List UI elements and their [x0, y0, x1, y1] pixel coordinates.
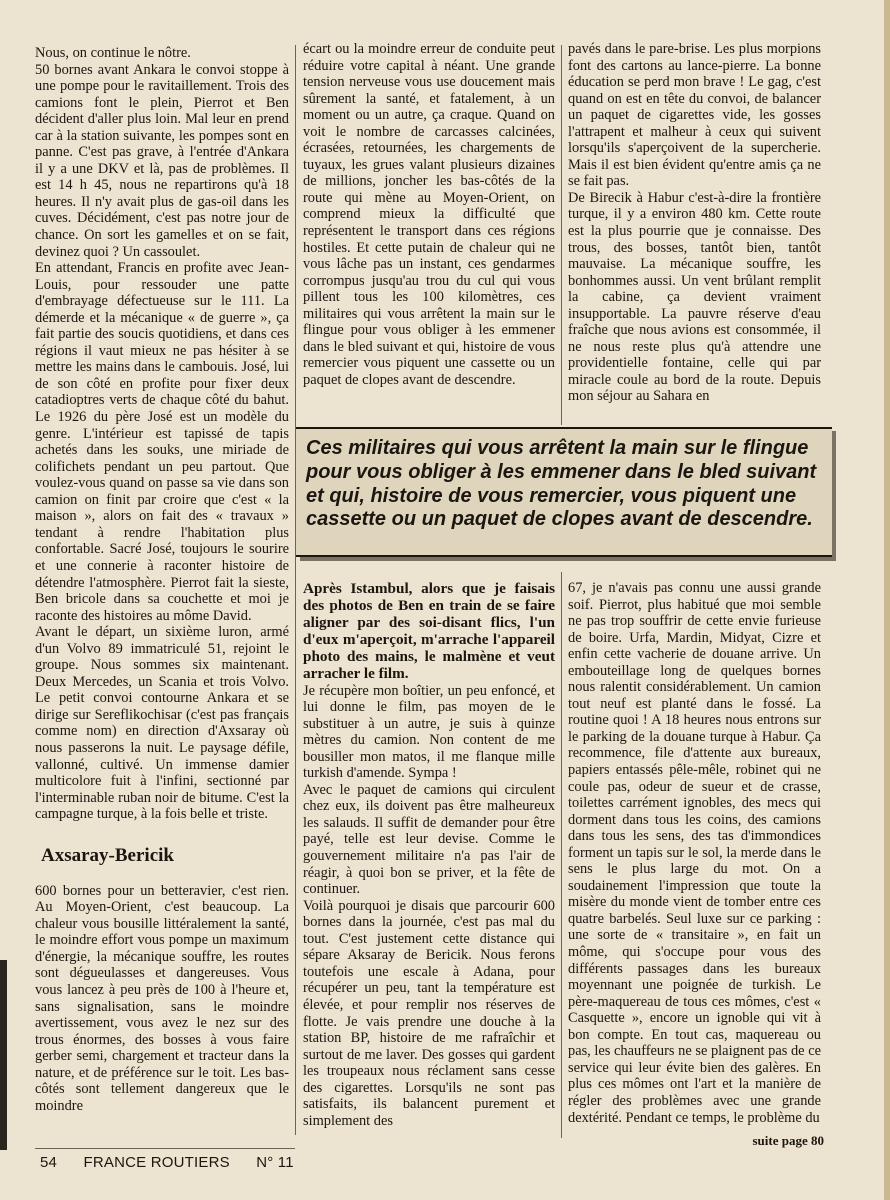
magazine-name: FRANCE ROUTIERS [83, 1154, 230, 1171]
column-divider [561, 45, 562, 425]
paragraph: En attendant, Francis en profite avec Jean-Louis, pour ressouder une patte d'embrayage défectueuse sur le 111. La démerde et la mécanique « de guerre », ça fait partie des soucis quotidiens, et dans ces régions il vaut mieux ne pas hésiter à se mettre les mains dans le cambouis. José, lui de son côté en profite pour fixer deux catadioptres verts de chaque côté du bahut. Le 1926 du père José est un modèle du genre. L'intérieur est tapissé de tapis achetés dans les souks, une miriade de colifichets pendant un peu partout. Que voulez-vous quand on passe sa vie dans son camion on finit par croire que c'est « la maison », alors on fait des « travaux » tendant à rendre l'habitation plus confortable. Sacré José, toujours le sourire et une connerie à raconter histoire de détendre l'atmosphère. Pierrot fait la sieste, Ben bricole dans sa couchette et moi je raconte des histoires au môme David. [35, 260, 289, 624]
column-4 [303, 580, 555, 1129]
paragraph: Nous, on continue le nôtre. [35, 45, 191, 61]
continued-label: suite page 80 [752, 1133, 824, 1148]
column-1 [35, 45, 289, 1114]
column-2 [303, 41, 555, 388]
paragraph: Voilà pourquoi je disais que parcourir 600 bornes dans la journée, c'est pas mal du tout. C'est justement cette distance qui sépare Aksaray de Bericik. Nous ferons toutefois une escale à Adana, pour récupérer un peu, tant la température est élevée, et pour remplir nos réserves de flotte. Je vais prendre une douche à la station BP, histoire de me rafraîchir et surtout de me laver. Des gosses qui gardent les troupeaux nous réclament sans cesse des cigarettes. Lorsqu'ils ne sont pas satisfaits, ils balancent purement et simplement des [303, 897, 555, 1129]
paragraph: 67, je n'avais pas connu une aussi grande soif. Pierrot, plus habitué que moi semble ne pas trop souffrir de cette envie furieuse de boire. Urfa, Mardin, Midyat, Cizre et enfin cette vacherie de douane arrive. Un embouteillage long de quelques bornes nous ralentit considérablement. Un camion tout neuf est planté dans le fossé. La routine quoi ! A 18 heures nous entrons sur le parking de la douane turque à Habur. Ça recommence, file d'attente aux bureaux, papiers entassés pêle-mêle, robinet qui ne coule pas, odeur de sueur et de crasse, toilettes carrément ignobles, des mecs qui dorment dans tous les coins, des camions dans tous les sens, des tas d'immondices forment un tapis sur le sol, la merde dans le sens le plus large du mot. On a soudainement l'impression que toute la misère du monde vient de tomber entre ces quatre barbelés. Seul luxe sur ce parking : une sorte de « transitaire », en fait un môme, qui s'occupe pour vous des différents passages dans les bureaux moyennant une poignée de turkish. Le père-maquereau de tous ces mômes, c'est « Casquette », encore un ignoble qui vit à bon compte. En tout cas, maquereau ou pas, les chauffeurs ne se plaignent pas de ce service qui leur évite bien des galères. En plus ces mômes ont l'art et la manière de régler des problèmes avec une grande dextérité. Pendant ce temps, le problème du [568, 580, 821, 1126]
section-heading: Axsaray-Bericik [41, 844, 174, 866]
intro-paragraph: Après Istambul, alors que je faisais des photos de Ben en train de se faire aligner par des soi-disant flics, l'un d'eux m'aperçoit, m'arrache l'appareil photo des mains, le malmène et veut arracher le film. [303, 580, 555, 683]
paragraph: Je récupère mon boîtier, un peu enfoncé, et lui donne le film, pas moyen de le substituer à un autre, je suis à quinze mètres du camion. Non content de me bousiller mon matos, il me flanque mille turkish d'amende. Sympa ! [303, 682, 555, 782]
column-divider [561, 572, 562, 1138]
paragraph: écart ou la moindre erreur de conduite peut réduire votre capital à néant. Une grande tension nerveuse vous use doucement mais sûrement la santé, et fatalement, à un moment ou un autre, ça craque. Quand on voit le nombre de carcasses calcinées, écrasées, retournées, les chargements de tuyaux, les grues valant plusieurs dizaines de millions, joncher les bas-côtés de la route qui mène au Moyen-Orient, on comprend mieux la difficulté que représentent le transport dans ces régions hostiles. Et cette putain de chaleur qui ne vous lâche pas un instant, ces gendarmes corrompus jusqu'au trou du cul qui vous pillent tous les 100 kilomètres, ces militaires qui vous arrêtent la main sur le flingue pour vous obliger à les emmener dans le bled suivant et qui, histoire de vous remercier vous piquent une cassette ou un paquet de clopes avant de descendre. [303, 41, 555, 388]
pull-quote-text: Ces militaires qui vous arrêtent la main sur le flingue pour vous obliger à les emmener dans le bled suivant et qui, histoire de vous remercier, vous piquent une cassette ou un paquet de clopes avant de descendre. [306, 437, 817, 531]
page-footer [40, 1154, 316, 1171]
issue-number: N° 11 [256, 1154, 294, 1171]
paragraph: De Birecik à Habur c'est-à-dire la frontière turque, il y a environ 480 km. Cette route est la plus pourrie que je connaisse. Des trous, des bosses, tantôt bien, tantôt mauvaise. La mécanique souffre, les bonhommes aussi. Un vent brûlant remplit la cabine, ça devient vraiment insupportable. La pauvre réserve d'eau fraîche que nous avions est consommée, il ne nous reste plus qu'à attendre une providentielle fontaine, celle qui par miracle coule au bord de la route. Depuis mon séjour au Sahara en [568, 189, 821, 405]
column-3 [568, 41, 821, 405]
column-divider [295, 45, 296, 1135]
paragraph: 50 bornes avant Ankara le convoi stoppe à une pompe pour le ravitaillement. Trois des camions font le plein, Pierrot et Ben décident d'aller plus loin. Mal leur en prend car à la station suivante, les pompes sont en panne. C'est pas grave, à l'entrée d'Ankara il y a une DKV et là, pas de problèmes. Il est 14 h 45, nous ne repartirons qu'à 18 heures. Il n'y avait plus de gas-oil dans les cuves. Décidément, c'est pas notre jour de chance. On sort les gamelles et on se fait, devinez quoi ? Un cassoulet. [35, 61, 289, 260]
footer-rule [35, 1148, 295, 1149]
paragraph: 600 bornes pour un betteravier, c'est rien. Au Moyen-Orient, c'est beaucoup. La chaleur vous bousille littéralement la santé, le moindre effort vous pompe un maximum d'énergie, la mécanique souffre, les routes sont dégueulasses et dangereuses. Vous vous lancez à peu près de 100 à l'heure et, sans signalisation, sans le moindre avertissement, vous avez le nez sur des trous énormes, des bosses à vous faire gerber semi, chargement et tracteur dans la nature, et de préférence sur le toit. Les bas-côtés sont tellement dangereux que le moindre [35, 882, 289, 1114]
pull-quote [296, 427, 832, 557]
scan-edge-right [884, 0, 890, 1200]
paragraph: Avec le paquet de camions qui circulent chez eux, ils doivent pas être malheureux les salauds. Il suffit de demander pour être payé, telle est leur devise. Comme le gouvernement militaire n'a pas l'air de réagir, à quoi bon se priver, et la fête de continuer. [303, 781, 555, 898]
paragraph: Avant le départ, un sixième luron, armé d'un Volvo 89 immatriculé 51, rejoint le groupe. Nous sommes six maintenant. Deux Mercedes, un Scania et trois Volvo. Le petit convoi contourne Ankara et se dirige sur Sereflikochisar (c'est pas français comme nom) en direction d'Axsaray où nous passerons la nuit. Le paysage défile, vallonné, cultivé. Un immense damier multicolore fuit à l'infini, sectionné par l'interminable ruban noir de bitume. C'est la campagne turque, à la fois belle et triste. [35, 624, 289, 823]
scan-edge [0, 960, 7, 1150]
page-number: 54 [40, 1154, 58, 1171]
paragraph: pavés dans le pare-brise. Les plus morpions font des cartons au lance-pierre. La bonne éducation se perd mon brave ! Le gag, c'est quand on est en tête du convoi, de balancer un paquet de cigarettes vide, les gosses l'attrapent et malheur à ceux qui suivent lorsqu'ils s'aperçoivent de la supercherie. Mais il est bien évident qu'entre amis ça ne se fait pas. [568, 41, 821, 190]
column-5 [568, 580, 821, 1126]
